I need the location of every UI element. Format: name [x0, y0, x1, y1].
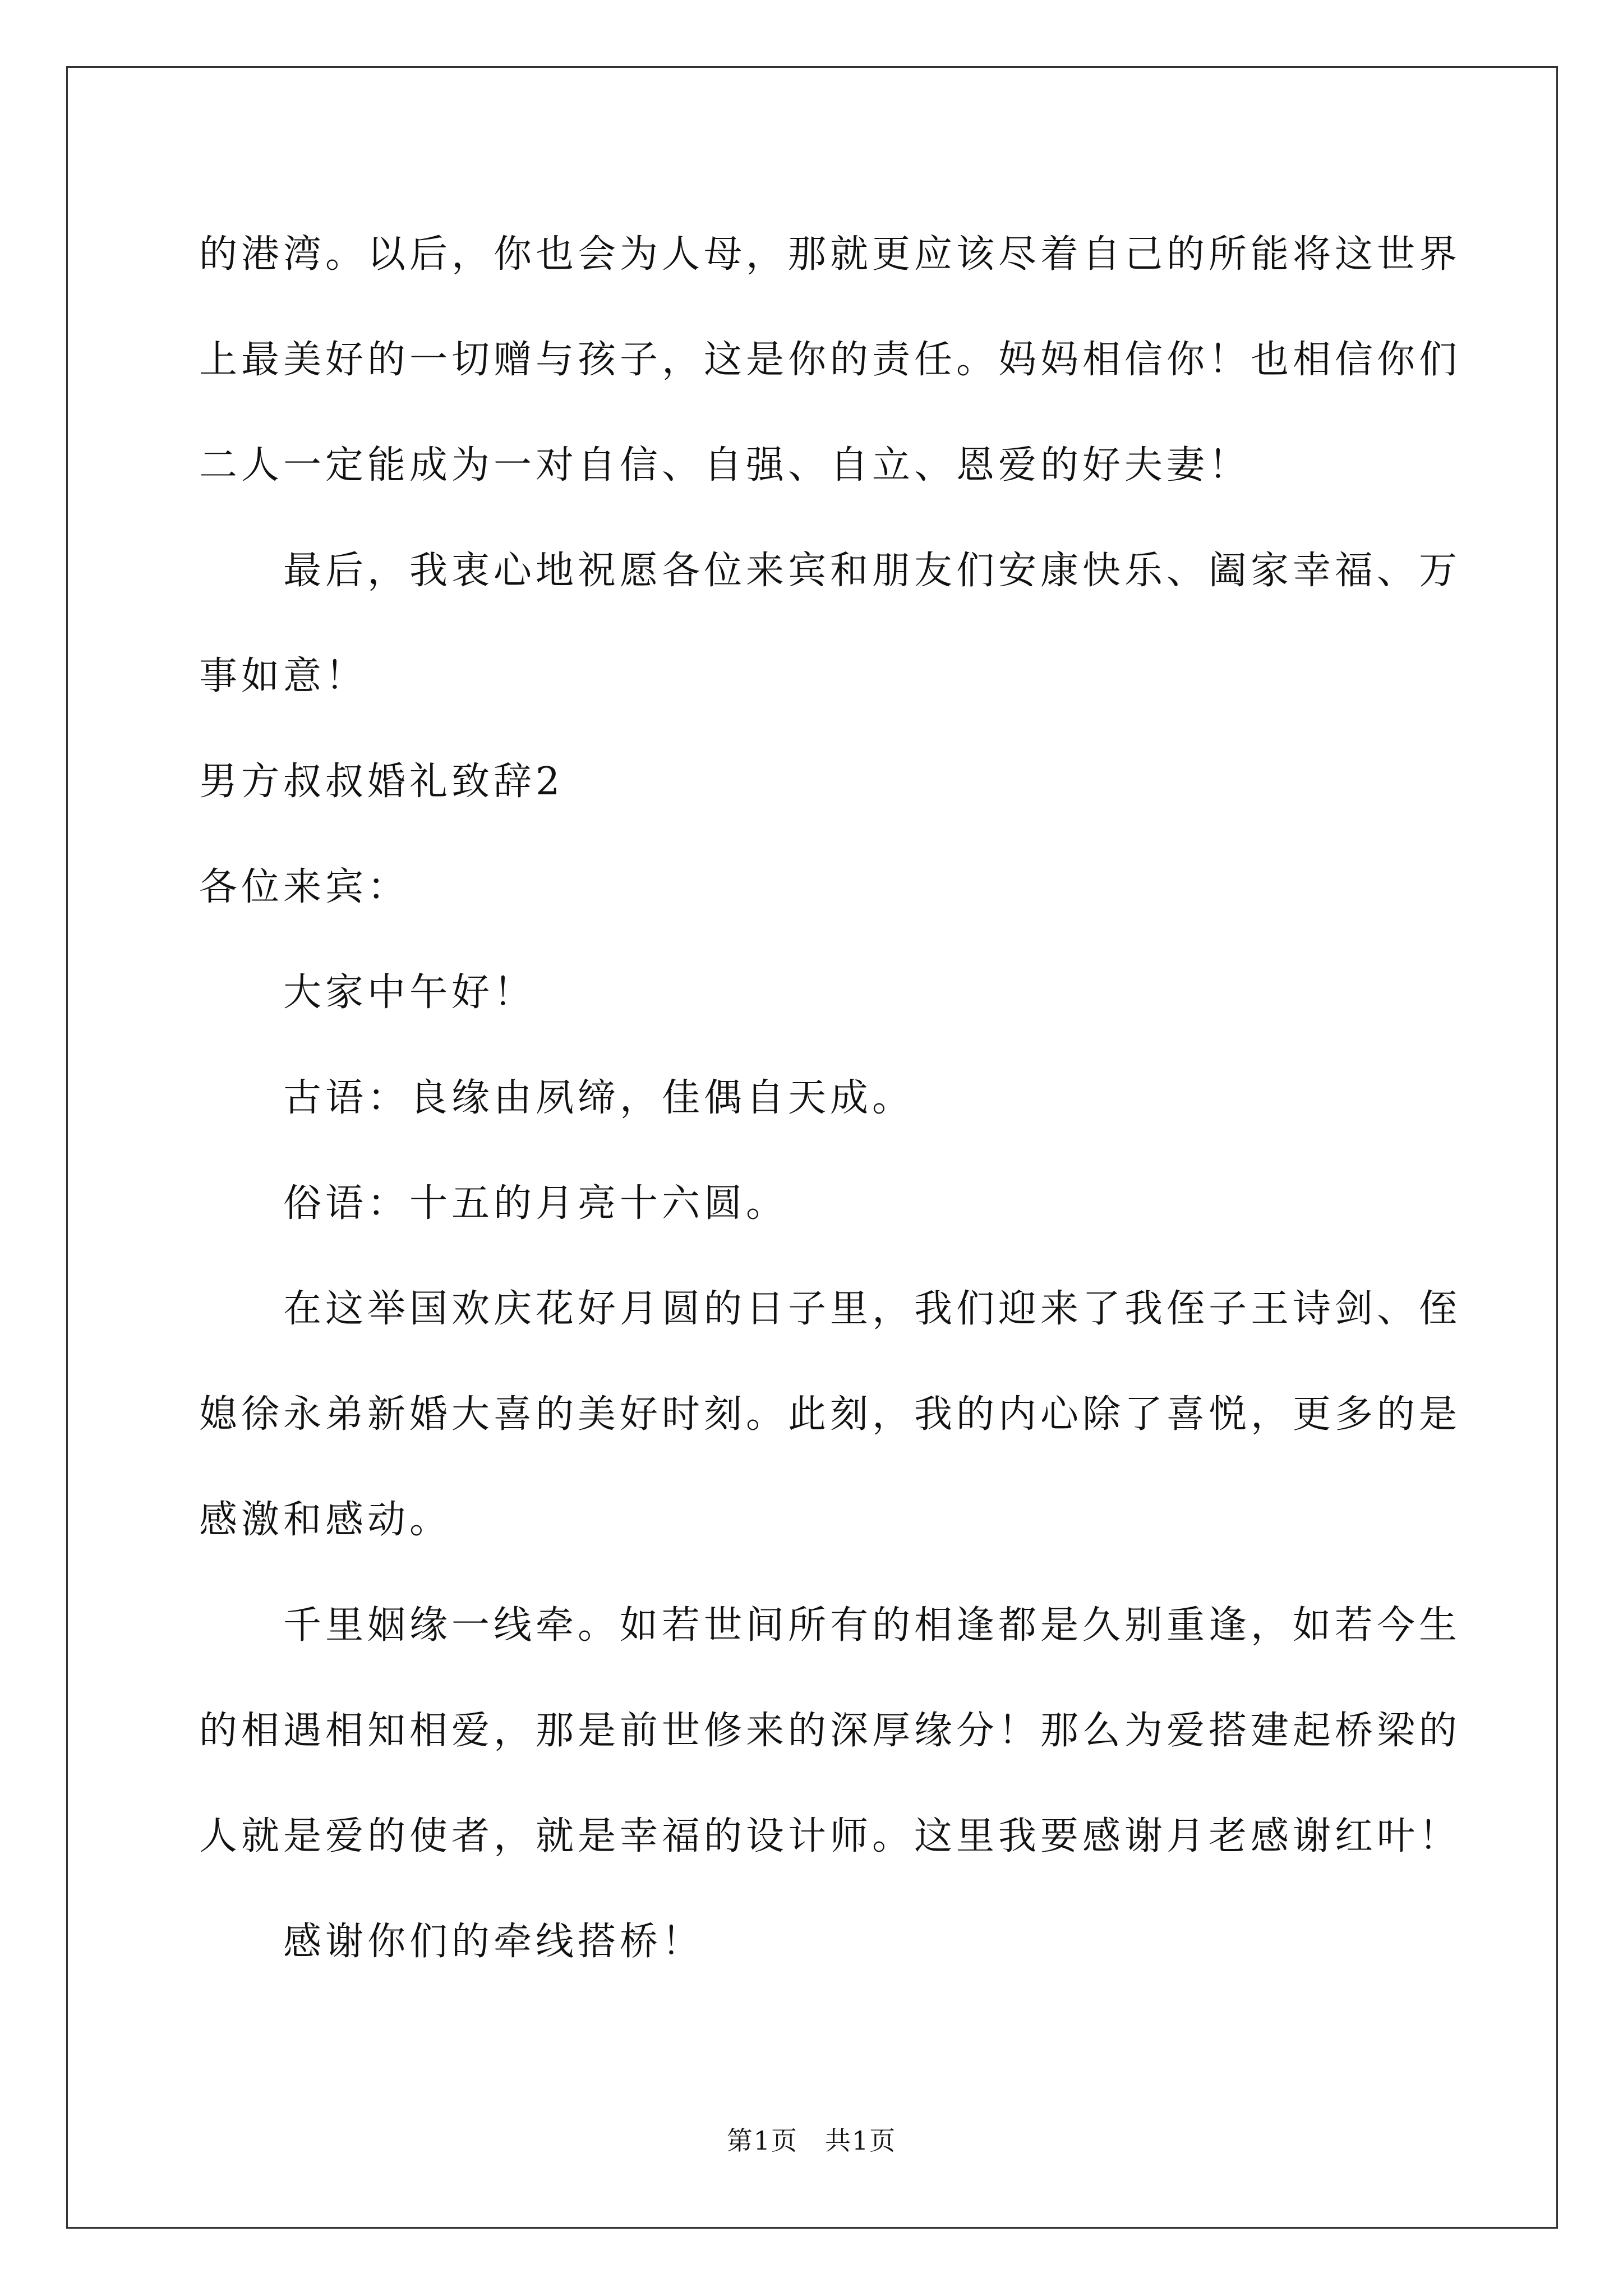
paragraph-line: 大家中午好！ [283, 970, 536, 1015]
paragraph-line: 俗语：十五的月亮十六圆。 [283, 1181, 789, 1226]
paragraph-line: 上最美好的一切赠与孩子，这是你的责任。妈妈相信你！也相信你们 [199, 338, 1461, 382]
page-footer: 第1页 共1页 [726, 2125, 897, 2156]
paragraph-line: 千里姻缘一线牵。如若世间所有的相逢都是久别重逢，如若今生 [283, 1603, 1461, 1648]
paragraph-line: 二人一定能成为一对自信、自强、自立、恩爱的好夫妻！ [199, 443, 1251, 487]
document-body [199, 202, 1461, 1995]
section-heading: 男方叔叔婚礼致辞2 [199, 760, 564, 804]
paragraph-line: 感激和感动。 [199, 1498, 452, 1542]
paragraph-line: 感谢你们的牵线搭桥！ [283, 1920, 704, 1964]
paragraph-line: 的港湾。以后，你也会为人母，那就更应该尽着自己的所能将这世界 [199, 232, 1461, 277]
paragraph-line: 古语：良缘由夙缔，佳偶自天成。 [283, 1076, 915, 1120]
salutation: 各位来宾： [199, 865, 410, 909]
paragraph-line: 媳徐永弟新婚大喜的美好时刻。此刻，我的内心除了喜悦，更多的是 [199, 1392, 1461, 1437]
paragraph-line: 的相遇相知相爱，那是前世修来的深厚缘分！那么为爱搭建起桥梁的 [199, 1709, 1461, 1753]
paragraph-line: 在这举国欢庆花好月圆的日子里，我们迎来了我侄子王诗剑、侄 [283, 1287, 1461, 1331]
paragraph-line: 最后，我衷心地祝愿各位来宾和朋友们安康快乐、阖家幸福、万 [283, 549, 1461, 593]
paragraph-line: 人就是爱的使者，就是幸福的设计师。这里我要感谢月老感谢红叶！ [199, 1814, 1461, 1858]
paragraph-line: 事如意！ [199, 654, 368, 698]
